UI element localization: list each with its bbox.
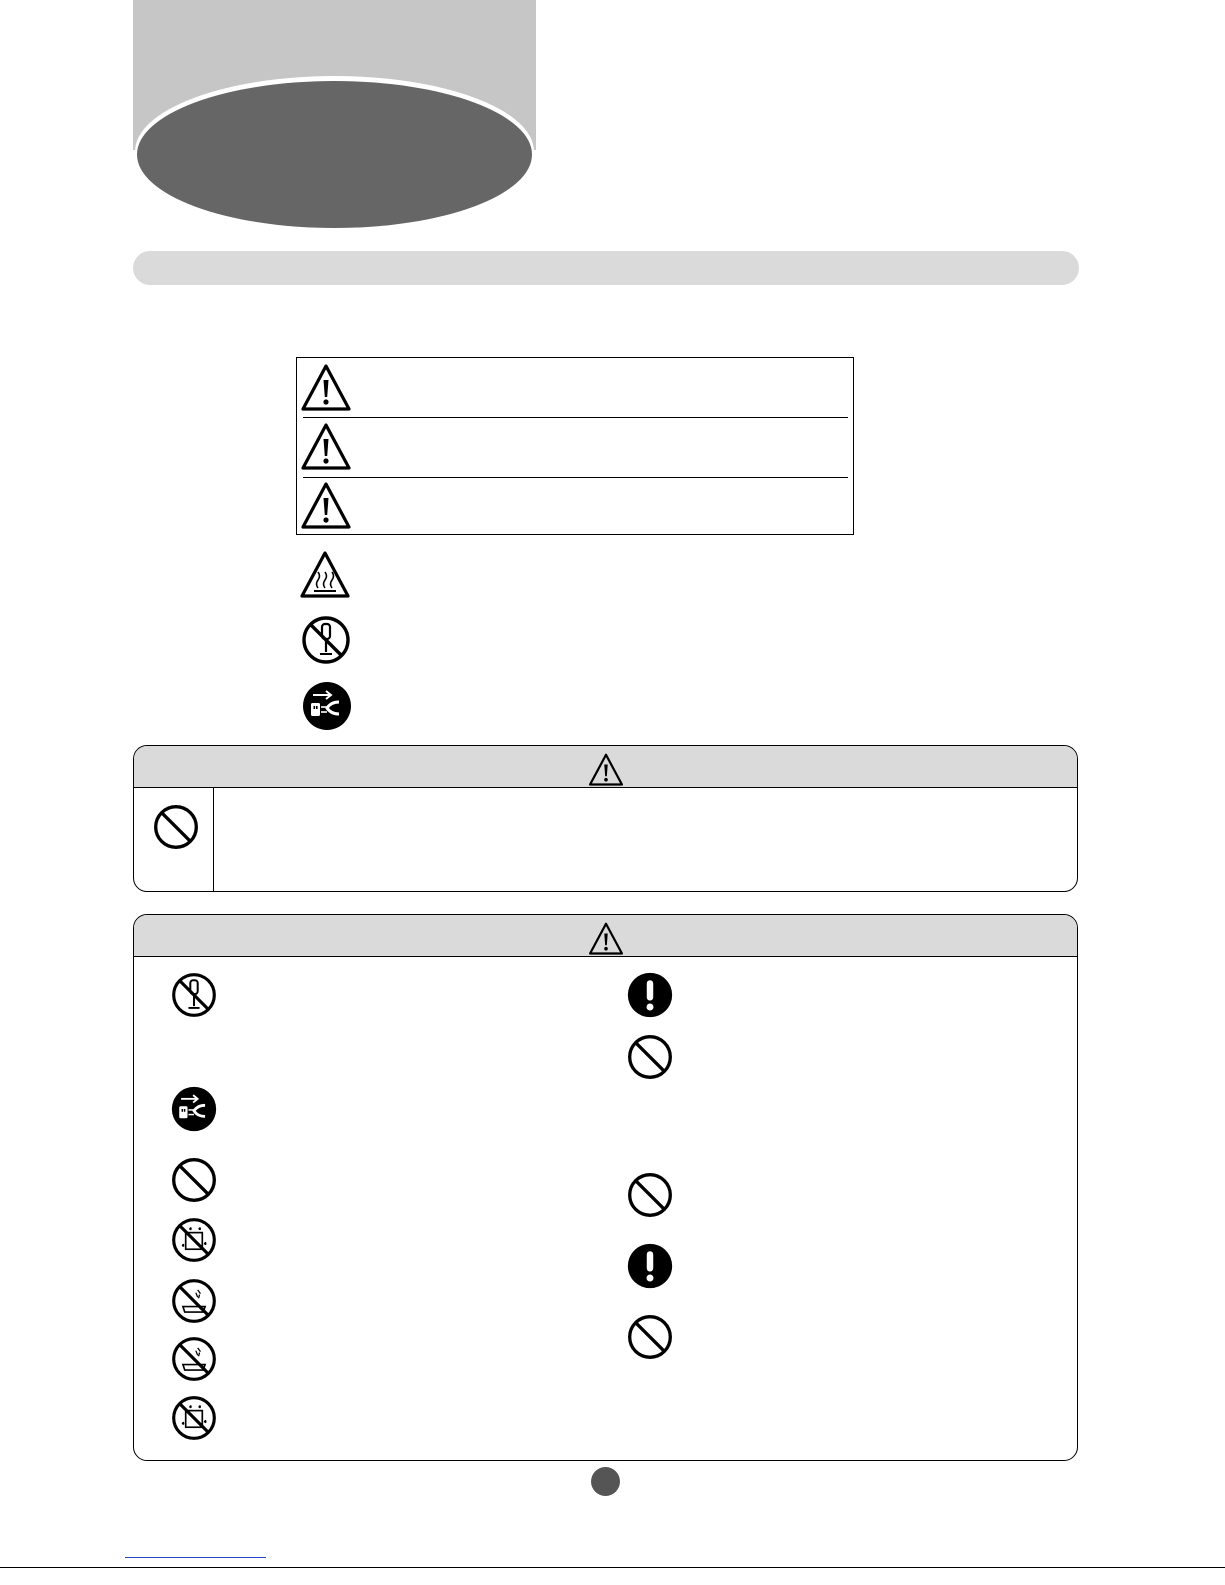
no-disassembly-icon <box>170 971 218 1019</box>
footer-link[interactable] <box>125 1557 266 1558</box>
section-title-bar <box>133 251 1079 285</box>
warning-triangle-icon <box>588 752 624 788</box>
legend-divider <box>303 417 848 418</box>
prohibited-icon <box>170 1156 218 1204</box>
caution-panel <box>133 914 1078 1461</box>
no-bath-icon <box>170 1277 218 1325</box>
no-bath-icon <box>170 1335 218 1383</box>
warning-triangle-icon <box>300 362 352 414</box>
prohibited-icon <box>152 803 200 851</box>
no-disassembly-icon <box>300 614 352 666</box>
unplug-icon <box>170 1085 218 1133</box>
hot-surface-icon <box>299 549 351 601</box>
warning-panel-header <box>134 746 1077 788</box>
unplug-icon <box>301 680 353 732</box>
prohibited-icon <box>626 1033 674 1081</box>
footer-rule <box>0 1567 1225 1568</box>
mandatory-icon <box>626 1242 674 1290</box>
prohibited-icon <box>626 1171 674 1219</box>
page-number-badge <box>591 1467 620 1496</box>
panel-column-divider <box>213 788 214 891</box>
warning-panel <box>133 745 1078 892</box>
warning-triangle-icon <box>588 921 624 957</box>
legend-divider <box>303 477 848 478</box>
no-wet-hands-icon <box>170 1394 218 1442</box>
chapter-tab-ellipse <box>137 81 532 228</box>
caution-panel-header <box>134 915 1077 957</box>
warning-triangle-icon <box>300 480 352 532</box>
warning-triangle-icon <box>300 421 352 473</box>
signal-word-legend <box>296 357 854 535</box>
mandatory-icon <box>626 971 674 1019</box>
prohibited-icon <box>626 1313 674 1361</box>
no-wet-hands-icon <box>170 1216 218 1264</box>
